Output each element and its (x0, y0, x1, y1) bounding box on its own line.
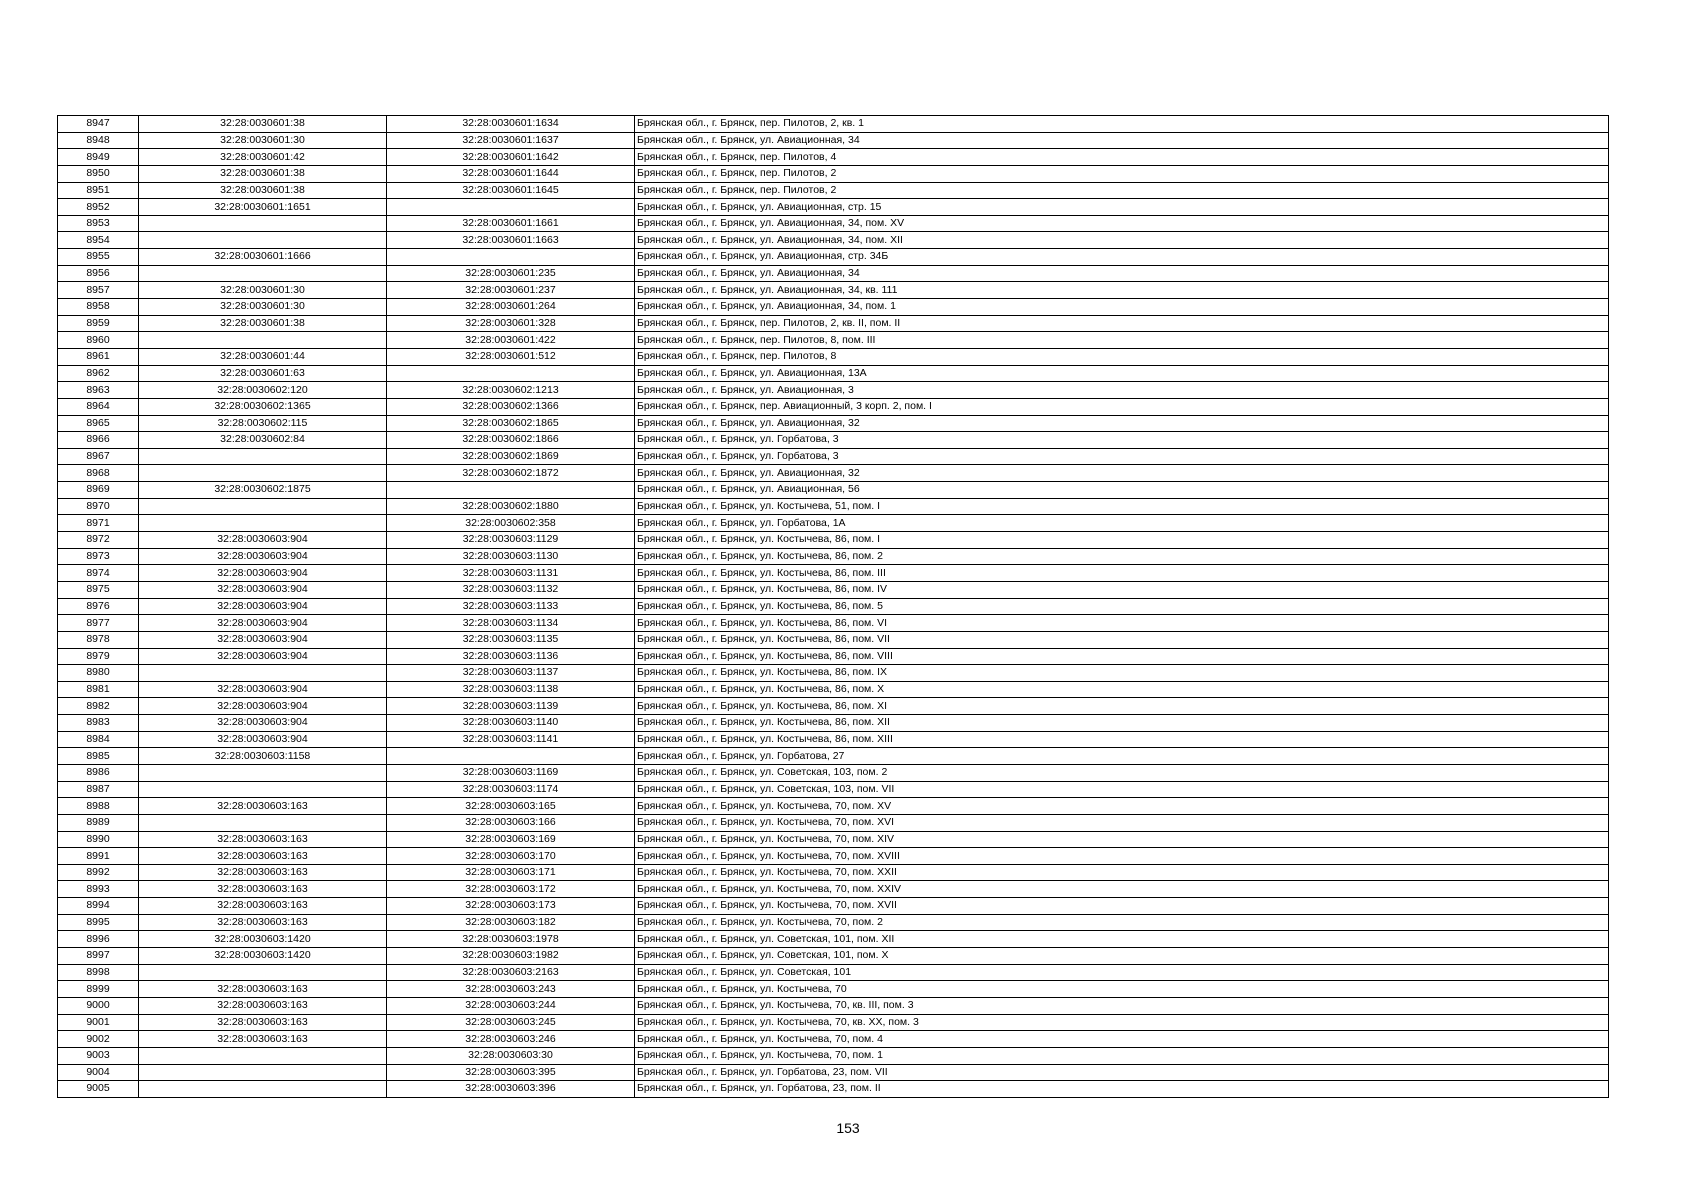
parent-cadastral-number-cell: 32:28:0030601:30 (139, 132, 387, 149)
row-number-cell: 8958 (58, 299, 139, 316)
cadastral-number-cell: 32:28:0030602:1880 (387, 498, 635, 515)
table-row (58, 1047, 1609, 1064)
address-cell: Брянская обл., г. Брянск, ул. Горбатова, 23, пом. II (635, 1081, 1609, 1098)
table-row (58, 898, 1609, 915)
row-number-cell: 8986 (58, 764, 139, 781)
row-number-cell: 8950 (58, 165, 139, 182)
cadastral-number-cell: 32:28:0030603:1132 (387, 581, 635, 598)
table-row (58, 997, 1609, 1014)
parent-cadastral-number-cell: 32:28:0030601:38 (139, 182, 387, 199)
row-number-cell: 8965 (58, 415, 139, 432)
cadastral-number-cell: 32:28:0030603:1140 (387, 715, 635, 732)
address-cell: Брянская обл., г. Брянск, ул. Костычева, 86, пом. XI (635, 698, 1609, 715)
address-cell: Брянская обл., г. Брянск, ул. Костычева, 70, пом. 1 (635, 1047, 1609, 1064)
parent-cadastral-number-cell: 32:28:0030603:904 (139, 548, 387, 565)
row-number-cell: 8976 (58, 598, 139, 615)
table-row (58, 498, 1609, 515)
address-cell: Брянская обл., г. Брянск, ул. Авиационная, 32 (635, 415, 1609, 432)
parent-cadastral-number-cell: 32:28:0030603:163 (139, 864, 387, 881)
row-number-cell: 8996 (58, 931, 139, 948)
row-number-cell: 8992 (58, 864, 139, 881)
parent-cadastral-number-cell: 32:28:0030603:1420 (139, 948, 387, 965)
parent-cadastral-number-cell: 32:28:0030601:38 (139, 315, 387, 332)
cadastral-number-cell (387, 365, 635, 382)
table-row (58, 981, 1609, 998)
table-row (58, 365, 1609, 382)
parent-cadastral-number-cell: 32:28:0030602:120 (139, 382, 387, 399)
parent-cadastral-number-cell: 32:28:0030601:1651 (139, 199, 387, 216)
row-number-cell: 8981 (58, 681, 139, 698)
row-number-cell: 8953 (58, 215, 139, 232)
parent-cadastral-number-cell: 32:28:0030601:44 (139, 348, 387, 365)
parent-cadastral-number-cell (139, 265, 387, 282)
table-row (58, 265, 1609, 282)
parent-cadastral-number-cell: 32:28:0030603:904 (139, 581, 387, 598)
row-number-cell: 8956 (58, 265, 139, 282)
address-cell: Брянская обл., г. Брянск, ул. Авиационная, 56 (635, 482, 1609, 499)
parent-cadastral-number-cell: 32:28:0030603:1158 (139, 748, 387, 765)
address-cell: Брянская обл., г. Брянск, ул. Костычева, 86, пом. IX (635, 665, 1609, 682)
cadastral-number-cell: 32:28:0030603:1138 (387, 681, 635, 698)
cadastral-number-cell (387, 199, 635, 216)
address-cell: Брянская обл., г. Брянск, ул. Горбатова, 23, пом. VII (635, 1064, 1609, 1081)
row-number-cell: 8955 (58, 249, 139, 266)
table-row (58, 1081, 1609, 1098)
address-cell: Брянская обл., г. Брянск, ул. Костычева, 70, пом. 4 (635, 1031, 1609, 1048)
parent-cadastral-number-cell (139, 465, 387, 482)
table-row (58, 748, 1609, 765)
parent-cadastral-number-cell: 32:28:0030603:163 (139, 831, 387, 848)
row-number-cell: 9002 (58, 1031, 139, 1048)
parent-cadastral-number-cell: 32:28:0030602:84 (139, 432, 387, 449)
table-row (58, 232, 1609, 249)
table-row (58, 665, 1609, 682)
address-cell: Брянская обл., г. Брянск, ул. Костычева, 70, пом. XVII (635, 898, 1609, 915)
parent-cadastral-number-cell (139, 515, 387, 532)
cadastral-number-cell: 32:28:0030601:1661 (387, 215, 635, 232)
table-row (58, 515, 1609, 532)
row-number-cell: 8961 (58, 348, 139, 365)
parent-cadastral-number-cell (139, 498, 387, 515)
table-row (58, 715, 1609, 732)
cadastral-number-cell: 32:28:0030603:1982 (387, 948, 635, 965)
address-cell: Брянская обл., г. Брянск, ул. Костычева, 86, пом. 2 (635, 548, 1609, 565)
parent-cadastral-number-cell: 32:28:0030601:63 (139, 365, 387, 382)
parent-cadastral-number-cell: 32:28:0030601:30 (139, 299, 387, 316)
cadastral-number-cell: 32:28:0030603:1134 (387, 615, 635, 632)
parent-cadastral-number-cell: 32:28:0030603:904 (139, 715, 387, 732)
address-cell: Брянская обл., г. Брянск, ул. Горбатова, 27 (635, 748, 1609, 765)
parent-cadastral-number-cell: 32:28:0030603:904 (139, 681, 387, 698)
parent-cadastral-number-cell (139, 814, 387, 831)
cadastral-number-cell: 32:28:0030603:30 (387, 1047, 635, 1064)
parent-cadastral-number-cell: 32:28:0030601:42 (139, 149, 387, 166)
table-row (58, 315, 1609, 332)
parent-cadastral-number-cell: 32:28:0030602:1365 (139, 398, 387, 415)
row-number-cell: 9003 (58, 1047, 139, 1064)
row-number-cell: 8987 (58, 781, 139, 798)
page-number: 153 (836, 1120, 860, 1136)
row-number-cell: 8966 (58, 432, 139, 449)
table-row (58, 881, 1609, 898)
cadastral-number-cell: 32:28:0030601:1637 (387, 132, 635, 149)
row-number-cell: 8964 (58, 398, 139, 415)
address-cell: Брянская обл., г. Брянск, ул. Костычева, 86, пом. I (635, 532, 1609, 549)
parent-cadastral-number-cell (139, 1081, 387, 1098)
row-number-cell: 8991 (58, 848, 139, 865)
parent-cadastral-number-cell: 32:28:0030603:904 (139, 615, 387, 632)
address-cell: Брянская обл., г. Брянск, ул. Авиационная, 34 (635, 265, 1609, 282)
row-number-cell: 8985 (58, 748, 139, 765)
cadastral-number-cell: 32:28:0030601:1634 (387, 116, 635, 133)
table-row (58, 565, 1609, 582)
parent-cadastral-number-cell (139, 332, 387, 349)
parent-cadastral-number-cell: 32:28:0030603:163 (139, 881, 387, 898)
parent-cadastral-number-cell (139, 232, 387, 249)
address-cell: Брянская обл., г. Брянск, ул. Авиационная, 34, пом. 1 (635, 299, 1609, 316)
table-row (58, 465, 1609, 482)
address-cell: Брянская обл., г. Брянск, ул. Костычева, 86, пом. 5 (635, 598, 1609, 615)
parent-cadastral-number-cell: 32:28:0030603:1420 (139, 931, 387, 948)
cadastral-number-cell: 32:28:0030603:1978 (387, 931, 635, 948)
table-row (58, 182, 1609, 199)
table-row (58, 964, 1609, 981)
address-cell: Брянская обл., г. Брянск, пер. Пилотов, 8 (635, 348, 1609, 365)
parent-cadastral-number-cell (139, 764, 387, 781)
parent-cadastral-number-cell: 32:28:0030603:904 (139, 631, 387, 648)
parent-cadastral-number-cell: 32:28:0030603:904 (139, 565, 387, 582)
cadastral-number-cell: 32:28:0030603:1169 (387, 764, 635, 781)
address-cell: Брянская обл., г. Брянск, ул. Костычева, 86, пом. XII (635, 715, 1609, 732)
address-cell: Брянская обл., г. Брянск, ул. Костычева, 70, кв. III, пом. 3 (635, 997, 1609, 1014)
address-cell: Брянская обл., г. Брянск, пер. Пилотов, 2, кв. 1 (635, 116, 1609, 133)
row-number-cell: 8970 (58, 498, 139, 515)
address-cell: Брянская обл., г. Брянск, ул. Костычева, 70, пом. XV (635, 798, 1609, 815)
table-row (58, 165, 1609, 182)
table-row (58, 199, 1609, 216)
table-row (58, 631, 1609, 648)
parent-cadastral-number-cell: 32:28:0030603:904 (139, 698, 387, 715)
table-row (58, 432, 1609, 449)
parent-cadastral-number-cell: 32:28:0030603:163 (139, 997, 387, 1014)
cadastral-number-cell (387, 249, 635, 266)
parent-cadastral-number-cell: 32:28:0030603:163 (139, 798, 387, 815)
cadastral-number-cell: 32:28:0030603:2163 (387, 964, 635, 981)
cadastral-number-cell: 32:28:0030602:1366 (387, 398, 635, 415)
row-number-cell: 8962 (58, 365, 139, 382)
table-row (58, 348, 1609, 365)
address-cell: Брянская обл., г. Брянск, ул. Костычева, 86, пом. VIII (635, 648, 1609, 665)
address-cell: Брянская обл., г. Брянск, ул. Советская, 101, пом. X (635, 948, 1609, 965)
table-row (58, 681, 1609, 698)
address-cell: Брянская обл., г. Брянск, ул. Авиационная, 34, кв. 111 (635, 282, 1609, 299)
address-cell: Брянская обл., г. Брянск, ул. Авиационная, 13А (635, 365, 1609, 382)
table-row (58, 781, 1609, 798)
cadastral-number-cell: 32:28:0030603:1131 (387, 565, 635, 582)
table-row (58, 299, 1609, 316)
parent-cadastral-number-cell: 32:28:0030603:904 (139, 648, 387, 665)
address-cell: Брянская обл., г. Брянск, ул. Костычева, 70, пом. XVI (635, 814, 1609, 831)
parent-cadastral-number-cell: 32:28:0030603:904 (139, 532, 387, 549)
parent-cadastral-number-cell (139, 964, 387, 981)
parent-cadastral-number-cell: 32:28:0030603:163 (139, 848, 387, 865)
cadastral-number-cell: 32:28:0030603:173 (387, 898, 635, 915)
table-row (58, 931, 1609, 948)
table-row (58, 215, 1609, 232)
row-number-cell: 8963 (58, 382, 139, 399)
address-cell: Брянская обл., г. Брянск, ул. Горбатова, 1А (635, 515, 1609, 532)
cadastral-number-cell: 32:28:0030603:165 (387, 798, 635, 815)
table-row (58, 648, 1609, 665)
table-row (58, 731, 1609, 748)
address-cell: Брянская обл., г. Брянск, ул. Авиационная, 32 (635, 465, 1609, 482)
cadastral-number-cell: 32:28:0030603:243 (387, 981, 635, 998)
table-row (58, 548, 1609, 565)
cadastral-number-cell: 32:28:0030603:396 (387, 1081, 635, 1098)
cadastral-number-cell: 32:28:0030603:244 (387, 997, 635, 1014)
table-row (58, 249, 1609, 266)
address-cell: Брянская обл., г. Брянск, ул. Советская, 101, пом. XII (635, 931, 1609, 948)
table-row (58, 764, 1609, 781)
row-number-cell: 8975 (58, 581, 139, 598)
parent-cadastral-number-cell: 32:28:0030603:904 (139, 598, 387, 615)
registry-table-body (58, 116, 1609, 1098)
table-row (58, 532, 1609, 549)
cadastral-number-cell: 32:28:0030603:1174 (387, 781, 635, 798)
table-row (58, 282, 1609, 299)
cadastral-number-cell: 32:28:0030603:172 (387, 881, 635, 898)
address-cell: Брянская обл., г. Брянск, ул. Костычева, 70, пом. XVIII (635, 848, 1609, 865)
row-number-cell: 8978 (58, 631, 139, 648)
row-number-cell: 8960 (58, 332, 139, 349)
cadastral-number-cell: 32:28:0030602:1872 (387, 465, 635, 482)
parent-cadastral-number-cell (139, 781, 387, 798)
row-number-cell: 8982 (58, 698, 139, 715)
parent-cadastral-number-cell: 32:28:0030603:904 (139, 731, 387, 748)
row-number-cell: 8995 (58, 914, 139, 931)
row-number-cell: 9000 (58, 997, 139, 1014)
cadastral-number-cell: 32:28:0030601:1645 (387, 182, 635, 199)
cadastral-number-cell: 32:28:0030602:1865 (387, 415, 635, 432)
row-number-cell: 8988 (58, 798, 139, 815)
address-cell: Брянская обл., г. Брянск, ул. Костычева, 86, пом. XIII (635, 731, 1609, 748)
cadastral-number-cell: 32:28:0030603:1130 (387, 548, 635, 565)
table-row (58, 116, 1609, 133)
address-cell: Брянская обл., г. Брянск, ул. Костычева, 86, пом. III (635, 565, 1609, 582)
address-cell: Брянская обл., г. Брянск, пер. Пилотов, 8, пом. III (635, 332, 1609, 349)
cadastral-number-cell: 32:28:0030601:237 (387, 282, 635, 299)
parent-cadastral-number-cell: 32:28:0030603:163 (139, 1014, 387, 1031)
address-cell: Брянская обл., г. Брянск, ул. Авиационная, 3 (635, 382, 1609, 399)
table-row (58, 448, 1609, 465)
cadastral-number-cell: 32:28:0030603:1129 (387, 532, 635, 549)
row-number-cell: 8972 (58, 532, 139, 549)
cadastral-number-cell (387, 748, 635, 765)
address-cell: Брянская обл., г. Брянск, ул. Авиационная, стр. 34Б (635, 249, 1609, 266)
address-cell: Брянская обл., г. Брянск, ул. Авиационная, стр. 15 (635, 199, 1609, 216)
address-cell: Брянская обл., г. Брянск, ул. Авиационная, 34, пом. XV (635, 215, 1609, 232)
row-number-cell: 8994 (58, 898, 139, 915)
address-cell: Брянская обл., г. Брянск, ул. Советская, 103, пом. VII (635, 781, 1609, 798)
table-row (58, 382, 1609, 399)
cadastral-number-cell: 32:28:0030603:1141 (387, 731, 635, 748)
row-number-cell: 8990 (58, 831, 139, 848)
cadastral-number-cell (387, 482, 635, 499)
row-number-cell: 8974 (58, 565, 139, 582)
cadastral-number-cell: 32:28:0030601:235 (387, 265, 635, 282)
address-cell: Брянская обл., г. Брянск, ул. Костычева, 70, пом. XIV (635, 831, 1609, 848)
cadastral-number-cell: 32:28:0030603:1135 (387, 631, 635, 648)
row-number-cell: 8951 (58, 182, 139, 199)
row-number-cell: 9001 (58, 1014, 139, 1031)
row-number-cell: 8984 (58, 731, 139, 748)
address-cell: Брянская обл., г. Брянск, ул. Советская, 103, пом. 2 (635, 764, 1609, 781)
row-number-cell: 8998 (58, 964, 139, 981)
address-cell: Брянская обл., г. Брянск, ул. Советская, 101 (635, 964, 1609, 981)
cadastral-number-cell: 32:28:0030601:328 (387, 315, 635, 332)
table-row (58, 1014, 1609, 1031)
cadastral-number-cell: 32:28:0030603:1133 (387, 598, 635, 615)
cadastral-number-cell: 32:28:0030603:170 (387, 848, 635, 865)
row-number-cell: 9004 (58, 1064, 139, 1081)
address-cell: Брянская обл., г. Брянск, ул. Костычева, 70, пом. XXII (635, 864, 1609, 881)
address-cell: Брянская обл., г. Брянск, ул. Авиационная, 34, пом. XII (635, 232, 1609, 249)
address-cell: Брянская обл., г. Брянск, ул. Костычева, 86, пом. VII (635, 631, 1609, 648)
parent-cadastral-number-cell (139, 1047, 387, 1064)
parent-cadastral-number-cell: 32:28:0030601:38 (139, 165, 387, 182)
cadastral-number-cell: 32:28:0030603:245 (387, 1014, 635, 1031)
row-number-cell: 8947 (58, 116, 139, 133)
table-row (58, 581, 1609, 598)
row-number-cell: 8980 (58, 665, 139, 682)
row-number-cell: 8969 (58, 482, 139, 499)
table-row (58, 948, 1609, 965)
cadastral-number-cell: 32:28:0030601:264 (387, 299, 635, 316)
cadastral-number-cell: 32:28:0030603:171 (387, 864, 635, 881)
parent-cadastral-number-cell (139, 448, 387, 465)
table-row (58, 914, 1609, 931)
row-number-cell: 8971 (58, 515, 139, 532)
table-row (58, 814, 1609, 831)
table-row (58, 132, 1609, 149)
row-number-cell: 8959 (58, 315, 139, 332)
row-number-cell: 8954 (58, 232, 139, 249)
table-row (58, 149, 1609, 166)
registry-table (57, 115, 1609, 1098)
row-number-cell: 9005 (58, 1081, 139, 1098)
parent-cadastral-number-cell (139, 215, 387, 232)
cadastral-number-cell: 32:28:0030602:358 (387, 515, 635, 532)
address-cell: Брянская обл., г. Брянск, ул. Костычева, 70 (635, 981, 1609, 998)
row-number-cell: 8957 (58, 282, 139, 299)
table-row (58, 831, 1609, 848)
address-cell: Брянская обл., г. Брянск, ул. Костычева, 70, пом. XXIV (635, 881, 1609, 898)
parent-cadastral-number-cell: 32:28:0030601:38 (139, 116, 387, 133)
table-row (58, 398, 1609, 415)
row-number-cell: 8999 (58, 981, 139, 998)
table-row (58, 615, 1609, 632)
row-number-cell: 8997 (58, 948, 139, 965)
parent-cadastral-number-cell: 32:28:0030602:1875 (139, 482, 387, 499)
address-cell: Брянская обл., г. Брянск, пер. Пилотов, 2 (635, 182, 1609, 199)
cadastral-number-cell: 32:28:0030603:1137 (387, 665, 635, 682)
cadastral-number-cell: 32:28:0030603:246 (387, 1031, 635, 1048)
address-cell: Брянская обл., г. Брянск, ул. Костычева, 86, пом. X (635, 681, 1609, 698)
parent-cadastral-number-cell: 32:28:0030601:30 (139, 282, 387, 299)
address-cell: Брянская обл., г. Брянск, ул. Костычева, 51, пом. I (635, 498, 1609, 515)
address-cell: Брянская обл., г. Брянск, пер. Пилотов, 2, кв. II, пом. II (635, 315, 1609, 332)
row-number-cell: 8952 (58, 199, 139, 216)
table-row (58, 482, 1609, 499)
address-cell: Брянская обл., г. Брянск, ул. Авиационная, 34 (635, 132, 1609, 149)
cadastral-number-cell: 32:28:0030602:1869 (387, 448, 635, 465)
row-number-cell: 8967 (58, 448, 139, 465)
parent-cadastral-number-cell: 32:28:0030603:163 (139, 914, 387, 931)
address-cell: Брянская обл., г. Брянск, ул. Горбатова, 3 (635, 432, 1609, 449)
table-row (58, 698, 1609, 715)
address-cell: Брянская обл., г. Брянск, ул. Костычева, 86, пом. IV (635, 581, 1609, 598)
parent-cadastral-number-cell: 32:28:0030603:163 (139, 981, 387, 998)
cadastral-number-cell: 32:28:0030602:1213 (387, 382, 635, 399)
cadastral-number-cell: 32:28:0030603:182 (387, 914, 635, 931)
address-cell: Брянская обл., г. Брянск, пер. Пилотов, 4 (635, 149, 1609, 166)
address-cell: Брянская обл., г. Брянск, ул. Костычева, 70, пом. 2 (635, 914, 1609, 931)
table-row (58, 798, 1609, 815)
parent-cadastral-number-cell: 32:28:0030602:115 (139, 415, 387, 432)
row-number-cell: 8983 (58, 715, 139, 732)
cadastral-number-cell: 32:28:0030603:169 (387, 831, 635, 848)
table-row (58, 864, 1609, 881)
row-number-cell: 8948 (58, 132, 139, 149)
row-number-cell: 8989 (58, 814, 139, 831)
address-cell: Брянская обл., г. Брянск, ул. Горбатова, 3 (635, 448, 1609, 465)
address-cell: Брянская обл., г. Брянск, ул. Костычева, 86, пом. VI (635, 615, 1609, 632)
table-row (58, 1031, 1609, 1048)
cadastral-number-cell: 32:28:0030603:1136 (387, 648, 635, 665)
row-number-cell: 8979 (58, 648, 139, 665)
parent-cadastral-number-cell (139, 1064, 387, 1081)
row-number-cell: 8973 (58, 548, 139, 565)
cadastral-number-cell: 32:28:0030603:1139 (387, 698, 635, 715)
address-cell: Брянская обл., г. Брянск, ул. Костычева, 70, кв. XX, пом. 3 (635, 1014, 1609, 1031)
cadastral-number-cell: 32:28:0030602:1866 (387, 432, 635, 449)
address-cell: Брянская обл., г. Брянск, пер. Авиационный, 3 корп. 2, пом. I (635, 398, 1609, 415)
table-row (58, 848, 1609, 865)
cadastral-number-cell: 32:28:0030601:1663 (387, 232, 635, 249)
row-number-cell: 8968 (58, 465, 139, 482)
table-row (58, 1064, 1609, 1081)
cadastral-number-cell: 32:28:0030601:1642 (387, 149, 635, 166)
cadastral-number-cell: 32:28:0030601:1644 (387, 165, 635, 182)
address-cell: Брянская обл., г. Брянск, пер. Пилотов, 2 (635, 165, 1609, 182)
cadastral-number-cell: 32:28:0030603:166 (387, 814, 635, 831)
cadastral-number-cell: 32:28:0030601:422 (387, 332, 635, 349)
table-row (58, 598, 1609, 615)
cadastral-number-cell: 32:28:0030601:512 (387, 348, 635, 365)
parent-cadastral-number-cell: 32:28:0030603:163 (139, 898, 387, 915)
row-number-cell: 8949 (58, 149, 139, 166)
parent-cadastral-number-cell: 32:28:0030603:163 (139, 1031, 387, 1048)
parent-cadastral-number-cell (139, 665, 387, 682)
row-number-cell: 8977 (58, 615, 139, 632)
table-row (58, 332, 1609, 349)
parent-cadastral-number-cell: 32:28:0030601:1666 (139, 249, 387, 266)
row-number-cell: 8993 (58, 881, 139, 898)
table-row (58, 415, 1609, 432)
cadastral-number-cell: 32:28:0030603:395 (387, 1064, 635, 1081)
